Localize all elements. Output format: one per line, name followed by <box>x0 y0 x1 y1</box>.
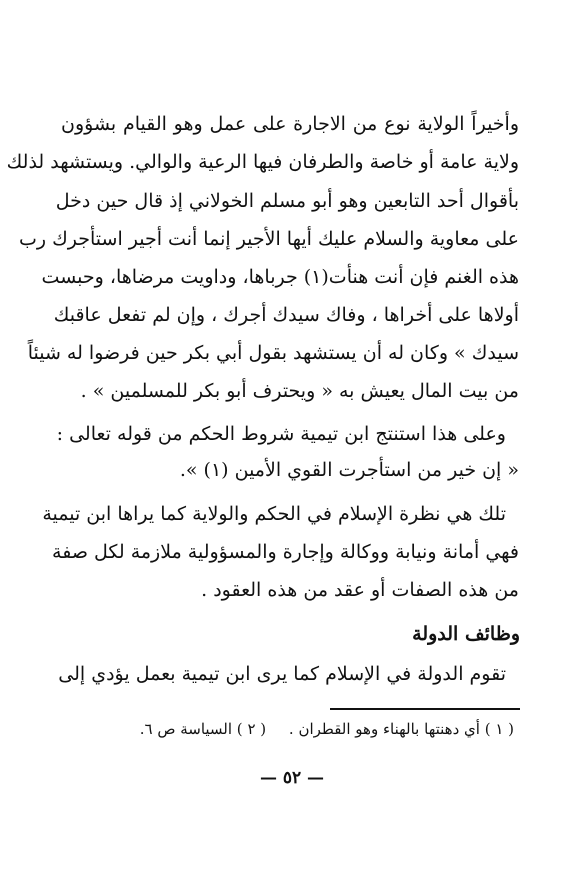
text-line: سيدك » وكان له أن يستشهد بقول أبي بكر حين فرضوا له شيئاً <box>27 342 519 364</box>
text-line: تلك هي نظرة الإسلام في الحكم والولاية كما يراها ابن تيمية <box>42 503 506 525</box>
text-line: من بيت المال يعيش به « ويحترف أبو بكر للمسلمين » . <box>80 380 519 402</box>
text-line: بأقوال أحد التابعين وهو أبو مسلم الخولاني إذ قال حين دخل <box>55 190 519 212</box>
text-line: وعلى هذا استنتج ابن تيمية شروط الحكم من قوله تعالى : <box>56 423 506 445</box>
text-line: ولاية عامة أو خاصة والطرفان فيها الرعية والوالي. ويستشهد لذلك <box>6 151 519 173</box>
footnotes <box>122 716 514 742</box>
text-line: فهي أمانة ونيابة ووكالة وإجارة والمسؤولية ملازمة لكل صفة <box>52 541 519 563</box>
text-line: من هذه الصفات أو عقد من هذه العقود . <box>201 579 519 601</box>
text-line: على معاوية والسلام عليك أيها الأجير إنما أنت أجير استأجرك رب <box>19 228 519 250</box>
page-number: — ٥٢ — <box>259 768 325 788</box>
footnote-divider <box>330 708 520 710</box>
footnote-1: ( ١ ) أي دهنتها بالهناء وهو القطران . <box>288 720 514 738</box>
text-line: تقوم الدولة في الإسلام كما يرى ابن تيمية بعمل يؤدي إلى <box>58 663 506 685</box>
text-line: « إن خير من استأجرت القوي الأمين (١) ». <box>179 459 519 481</box>
section-heading: وظائف الدولة <box>412 623 520 645</box>
text-line: هذه الغنم فإن أنت هنأت(١) جرباها، وداويت مرضاها، وحبست <box>41 266 519 288</box>
footnote-2: ( ٢ ) السياسة ص ٦. <box>139 720 267 738</box>
text-line: وأخيراً الولاية نوع من الاجارة على عمل وهو القيام بشؤون <box>61 113 519 135</box>
text-line: أولاها على أخراها ، وفاك سيدك أجرك ، وإن لم تفعل عاقبك <box>53 304 519 326</box>
